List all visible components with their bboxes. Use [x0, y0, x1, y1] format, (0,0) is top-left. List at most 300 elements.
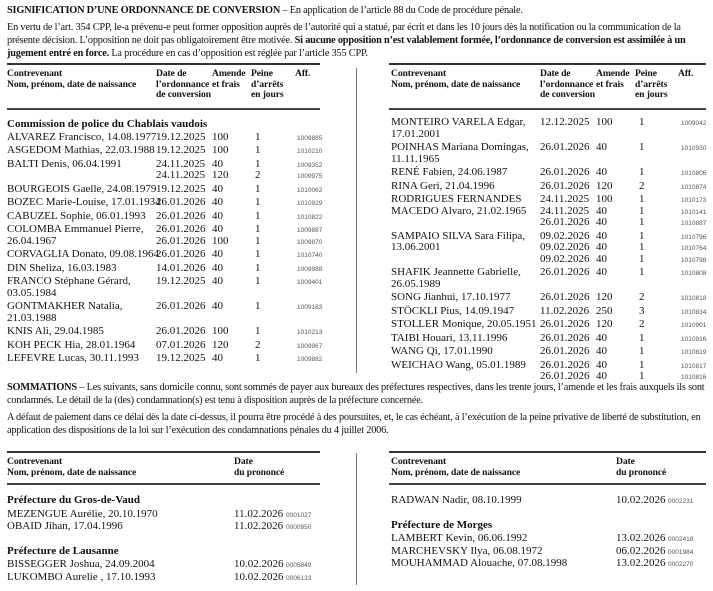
fine-amount: 100 — [596, 193, 613, 205]
column-divider — [356, 68, 357, 373]
header-text: Contrevenant — [7, 68, 63, 79]
header-contrevenant — [391, 457, 520, 478]
sommations-title: SOMMATIONS — [7, 382, 77, 393]
case-number: 1010819 — [681, 349, 707, 356]
table-header — [389, 63, 706, 110]
offender-name: MACEDO Alvaro, 21.02.1965 — [391, 204, 527, 217]
table-body — [7, 118, 323, 365]
fine-amount: 40 — [212, 261, 223, 274]
offender-name: 17.01.2001 — [391, 127, 441, 140]
offender-name: 03.05.1984 — [7, 286, 57, 299]
table-row — [389, 194, 706, 229]
conversion-table-right — [389, 63, 706, 385]
case-number: 0000950 — [286, 524, 312, 531]
table-row — [389, 532, 706, 545]
header-date — [234, 457, 284, 478]
detention-days: 1 — [639, 193, 645, 205]
table-body — [389, 117, 706, 383]
detention-days: 1 — [639, 241, 645, 253]
detention-days: 1 — [255, 234, 261, 247]
fine-amount: 40 — [596, 241, 607, 253]
detention-days: 1 — [639, 370, 645, 382]
offender-name: SAMPAIO SILVA Sara Filipa, — [391, 229, 526, 242]
order-date: 26.01.2026 — [156, 325, 206, 337]
offender-name: SHAFIK Jeannette Gabrielle, — [391, 266, 521, 278]
header-text: et frais — [212, 78, 240, 90]
offender-name: BOURGEOIS Gaelle, 24.08.1979 — [7, 182, 157, 195]
offender-name: DIN Sheliza, 16.03.1983 — [7, 261, 117, 274]
case-number: 1010798 — [681, 256, 707, 264]
offender-name: MARCHEVSKY Ilya, 06.08.1972 — [391, 544, 543, 557]
intro-title-suffix: – En application de l’article 88 du Code de procédure pénale. — [280, 5, 523, 16]
row-line — [389, 181, 706, 193]
row-line — [389, 292, 706, 304]
order-date: 26.01.2026 — [540, 141, 590, 153]
offender-name: LEFEVRE Lucas, 30.11.1993 — [7, 352, 139, 364]
fine-amount: 40 — [212, 275, 223, 287]
fine-amount: 100 — [212, 234, 229, 247]
sommations-notice — [7, 381, 707, 441]
header-text: Date — [616, 456, 635, 467]
case-number: 1009975 — [297, 173, 323, 180]
row-line — [389, 333, 706, 345]
case-number: 1010901 — [681, 322, 707, 329]
case-number: 1010929 — [297, 200, 323, 207]
order-date: 26.01.2026 — [156, 300, 206, 312]
detention-days: 1 — [255, 157, 261, 170]
detention-days: 1 — [639, 345, 645, 357]
detention-days: 1 — [639, 252, 645, 265]
case-number: 1009967 — [297, 342, 323, 350]
row-line — [389, 217, 706, 229]
table-row — [389, 292, 706, 304]
header-amount — [212, 69, 246, 90]
detention-days: 1 — [639, 116, 645, 128]
case-number: 0002231 — [668, 498, 694, 505]
row-line — [7, 182, 323, 196]
offender-name: BALTI Denis, 06.04.1991 — [7, 157, 122, 170]
case-number: 1010062 — [297, 186, 323, 194]
fine-amount: 120 — [596, 179, 613, 192]
intro-text-bold: Si aucune opposition n’est valablement formée, l’ordonnance de conversion est assimilée à un jugement entré en force. — [7, 35, 686, 59]
fine-amount: 40 — [596, 166, 607, 178]
sommations-paragraph-2: A défaut de paiement dans ce délai dès la date ci-dessus, il pourra être procédé à des poursuites, et, le cas échéant, à l’exécution de la peine privative de liberté de substitution, en application des dispositions de la loi sur l’exécution des condamnations pénales du 4 juillet 2006. — [7, 412, 701, 436]
fine-amount: 40 — [596, 266, 607, 278]
fine-amount: 120 — [596, 291, 613, 303]
order-date: 26.01.2026 — [540, 166, 590, 178]
order-date: 26.01.2026 — [156, 223, 206, 235]
offender-name: CORVAGLIA Donato, 09.08.1964 — [7, 248, 160, 260]
detention-days: 1 — [639, 266, 645, 278]
offender-name: STOLLER Monique, 20.05.1951 — [391, 318, 537, 330]
table-row — [7, 261, 323, 275]
fine-amount: 120 — [212, 169, 229, 181]
offender-name: COLOMBA Emmanuel Pierre, — [7, 223, 144, 235]
row-line — [7, 196, 323, 209]
offender-name: BOZEC Marie-Louise, 17.01.1934 — [7, 196, 161, 208]
fine-amount: 40 — [212, 248, 223, 260]
case-number: 1010887 — [681, 220, 707, 227]
offender-name: 21.03.1988 — [7, 311, 57, 324]
table-header — [7, 451, 320, 485]
fine-amount: 40 — [596, 216, 607, 228]
case-number: 0002270 — [668, 561, 694, 568]
detention-days: 1 — [639, 216, 645, 228]
case-number: 1009042 — [681, 120, 707, 127]
offender-name: FRANCO Stéphane Gérard, — [7, 275, 131, 287]
case-number: 1010916 — [681, 335, 707, 343]
table-row — [389, 306, 706, 318]
case-number: 1009401 — [297, 279, 323, 286]
pronounced-date: 10.02.2026 — [616, 494, 666, 506]
offender-name: BISSEGGER Joshua, 24.09.2004 — [7, 558, 155, 570]
offender-name: 11.11.1965 — [391, 152, 440, 165]
detention-days: 2 — [639, 318, 645, 330]
fine-amount: 100 — [212, 144, 229, 156]
header-date — [540, 69, 595, 101]
table-header — [7, 63, 320, 110]
header-text: Date de — [156, 68, 187, 79]
intro-paragraph — [7, 21, 707, 60]
detention-days: 1 — [255, 223, 261, 235]
header-aff: Aff. — [678, 68, 694, 79]
fine-amount: 100 — [212, 130, 229, 143]
header-text: l’ordonnance — [156, 78, 210, 90]
table-row — [7, 558, 320, 571]
header-contrevenant — [7, 457, 136, 478]
sommations-text-1: – Les suivants, sans domicile connu, sont sommés de payer aux bureaux des préfectures respectives, dans les trente jours, l’amende et les frais auxquels ils sont condamnés. Le détail de la (des) condamnation(s) est tenu à disposition auprès de la préfecture concernée. — [7, 382, 705, 406]
row-line — [7, 169, 323, 182]
order-date: 26.01.2026 — [540, 318, 590, 330]
offender-name: LAMBERT Kevin, 06.06.1992 — [391, 532, 528, 544]
conversion-notice-intro — [7, 4, 707, 64]
row-line — [7, 288, 320, 300]
case-number: 1010874 — [681, 183, 707, 191]
offender-name: RADWAN Nadir, 08.10.1999 — [391, 494, 522, 506]
detention-days: 1 — [639, 358, 645, 371]
header-text: Date de — [540, 68, 571, 79]
table-row — [389, 231, 706, 266]
group-title: Préfecture de Morges — [391, 518, 493, 531]
order-date: 26.01.2026 — [540, 179, 590, 192]
case-number: 1010764 — [681, 245, 707, 252]
order-date: 26.01.2026 — [540, 370, 590, 382]
offender-name: LUKOMBO Aurelie , 17.10.1993 — [7, 570, 156, 583]
detention-days: 1 — [255, 182, 261, 195]
case-number: 1010213 — [297, 329, 323, 336]
fine-amount: 250 — [596, 304, 613, 317]
detention-days: 1 — [639, 204, 645, 217]
detention-days: 1 — [255, 196, 261, 208]
case-number: 1010141 — [681, 208, 707, 216]
table-row — [7, 352, 323, 365]
case-number: 1010817 — [681, 362, 707, 370]
case-number: 0001984 — [668, 548, 694, 556]
order-date: 09.02.2026 — [540, 229, 590, 242]
fine-amount: 40 — [212, 157, 223, 170]
pronounced-date: 13.02.2026 — [616, 557, 666, 569]
detention-days: 1 — [255, 130, 261, 143]
order-date: 26.01.2026 — [540, 266, 590, 278]
fine-amount: 40 — [212, 352, 223, 364]
table-row — [7, 520, 320, 533]
case-number: 1010816 — [681, 374, 707, 381]
order-date: 24.11.2025 — [156, 169, 206, 181]
case-number: 1010740 — [297, 252, 323, 259]
header-text: de conversion — [156, 89, 211, 100]
offender-name: 26.05.1989 — [391, 277, 441, 290]
table-row — [7, 571, 320, 584]
row-line — [7, 130, 323, 144]
fine-amount: 40 — [596, 252, 607, 265]
detention-days: 2 — [255, 169, 261, 181]
order-date: 09.02.2026 — [540, 252, 590, 265]
fine-amount: 40 — [596, 358, 607, 371]
header-text: d’arrêts — [635, 78, 668, 90]
offender-name: WANG Qi, 17.01.1990 — [391, 345, 493, 357]
case-number: 0005849 — [286, 562, 312, 569]
case-number: 1009885 — [297, 134, 323, 142]
row-line — [389, 154, 706, 166]
header-amount — [596, 69, 630, 90]
table-body — [7, 494, 320, 583]
row-line — [389, 117, 706, 129]
row-line — [7, 223, 323, 236]
table-row — [389, 557, 706, 570]
header-text: de conversion — [540, 89, 595, 100]
fine-amount: 40 — [596, 345, 607, 357]
fine-amount: 40 — [596, 204, 607, 217]
table-row — [389, 333, 706, 345]
table-row — [7, 130, 323, 144]
order-date: 19.12.2025 — [156, 144, 206, 156]
offender-name: RENÉ Fabien, 24.06.1987 — [391, 166, 508, 178]
row-line — [389, 267, 706, 279]
offender-name: WEICHAO Wang, 05.01.1989 — [391, 358, 526, 371]
detention-days: 3 — [639, 304, 645, 317]
intro-text-1: En vertu de l’art. 354 CPP, le-a prévenu-e peut former opposition auprès de l’autorité qui a statué, par écrit et dans les 10 jours dès la notification ou la communication de la présente décision. L’opposition ne doit pas obligatoirement être motivée. — [7, 22, 681, 46]
table-row — [7, 508, 320, 521]
fine-amount: 100 — [212, 325, 229, 337]
header-text: Contrevenant — [7, 456, 63, 467]
header-text: Peine — [251, 68, 273, 79]
fine-amount: 40 — [596, 331, 607, 344]
order-date: 19.12.2025 — [156, 275, 206, 287]
case-number: 1009887 — [297, 227, 323, 234]
case-number: 1010173 — [681, 197, 707, 204]
header-contrevenant — [7, 69, 136, 90]
case-number: 1010210 — [297, 148, 323, 155]
order-date: 26.01.2026 — [156, 234, 206, 247]
order-date: 26.01.2026 — [540, 358, 590, 371]
row-line — [389, 306, 706, 318]
header-text: en jours — [251, 89, 284, 100]
table-row — [7, 209, 323, 223]
fine-amount: 100 — [596, 116, 613, 128]
row-line — [7, 313, 320, 325]
table-header — [389, 451, 706, 485]
offender-name: POINHAS Mariana Domingas, — [391, 141, 529, 153]
row-line — [7, 325, 323, 338]
row-line — [389, 254, 706, 266]
detention-days: 1 — [639, 331, 645, 344]
case-number: 1010818 — [681, 295, 707, 302]
order-date: 24.11.2025 — [540, 193, 590, 205]
order-date: 24.11.2025 — [156, 157, 206, 170]
row-line — [7, 261, 323, 275]
group-title: Préfecture de Lausanne — [7, 544, 119, 557]
header-text: l’ordonnance — [540, 78, 594, 90]
offender-name: 13.06.2001 — [391, 241, 441, 253]
table-row — [389, 319, 706, 331]
order-date: 07.01.2026 — [156, 338, 206, 351]
fine-amount: 40 — [596, 229, 607, 242]
fine-amount: 40 — [596, 370, 607, 382]
header-text: Peine — [635, 68, 657, 79]
detention-days: 1 — [255, 144, 261, 156]
order-date: 12.12.2025 — [540, 116, 590, 128]
table-row — [7, 248, 323, 261]
header-text: et frais — [596, 78, 624, 90]
group-title: Préfecture du Gros-de-Vaud — [7, 494, 141, 506]
row-line — [389, 167, 706, 179]
row-line — [7, 352, 323, 365]
row-line — [389, 129, 706, 141]
offender-name: KNIS Ali, 29.04.1985 — [7, 325, 104, 337]
row-line — [389, 279, 706, 291]
detention-days: 1 — [255, 275, 261, 287]
pronounced-date: 06.02.2026 — [616, 544, 666, 557]
order-date: 14.01.2026 — [156, 261, 206, 274]
row-line — [7, 338, 323, 352]
row-line — [7, 275, 323, 288]
header-text: du prononcé — [616, 466, 667, 478]
table-row — [389, 494, 706, 507]
sommations-paragraph-1 — [7, 381, 707, 407]
row-line — [7, 248, 323, 261]
table-row — [389, 142, 706, 165]
header-text: en jours — [635, 89, 668, 100]
spacer — [389, 485, 706, 494]
detention-days: 1 — [639, 166, 645, 178]
order-date: 26.01.2026 — [156, 196, 206, 208]
header-text: du prononcé — [234, 466, 285, 478]
pronounced-date: 13.02.2026 — [616, 532, 666, 544]
case-number: 0001027 — [286, 511, 312, 519]
detention-days: 1 — [255, 352, 261, 364]
order-date: 26.01.2026 — [540, 291, 590, 303]
fine-amount: 120 — [596, 318, 613, 330]
header-date — [616, 457, 666, 478]
row-line — [7, 144, 323, 157]
case-number: 0006133 — [286, 574, 312, 582]
table-row — [389, 167, 706, 179]
order-date: 19.12.2025 — [156, 130, 206, 143]
table-body — [389, 485, 706, 570]
offender-name: MEZENGUE Aurélie, 20.10.1970 — [7, 507, 158, 520]
fine-amount: 40 — [212, 182, 223, 195]
offender-name: MOUHAMMAD Alouache, 07.08.1998 — [391, 557, 568, 569]
row-line — [389, 142, 706, 154]
detention-days: 1 — [255, 261, 261, 274]
row-line — [389, 346, 706, 358]
order-date: 24.11.2025 — [540, 204, 590, 217]
order-date: 26.01.2026 — [540, 345, 590, 357]
offender-name: ASGEDOM Mathias, 22.03.1988 — [7, 144, 155, 156]
case-number: 1009988 — [297, 265, 323, 273]
table-row — [7, 338, 323, 352]
offender-name: SONG Jianhui, 17.10.1977 — [391, 291, 511, 303]
row-line — [389, 319, 706, 331]
table-row — [7, 157, 323, 182]
conversion-table-left — [7, 63, 323, 367]
header-text: Nom, prénom, date de naissance — [7, 78, 137, 90]
sommations-table-left — [7, 451, 320, 583]
case-number: 1010834 — [681, 308, 707, 316]
header-text: Contrevenant — [391, 456, 447, 467]
order-date: 26.01.2026 — [156, 209, 206, 222]
header-text: Nom, prénom, date de naissance — [7, 466, 137, 478]
table-row — [7, 300, 323, 324]
offender-name: 26.04.1967 — [7, 234, 57, 247]
header-text: Nom, prénom, date de naissance — [391, 466, 521, 478]
detention-days: 2 — [639, 179, 645, 192]
intro-title-line — [7, 4, 707, 17]
offender-name: ALVAREZ Francisco, 14.08.1977 — [7, 130, 157, 143]
fine-amount: 40 — [212, 300, 223, 312]
header-text: Nom, prénom, date de naissance — [391, 78, 521, 90]
header-contrevenant — [391, 69, 520, 90]
detention-days: 1 — [255, 248, 261, 260]
row-line — [389, 194, 706, 206]
order-date: 26.01.2026 — [540, 331, 590, 344]
fine-amount: 40 — [212, 209, 223, 222]
case-number: 1009870 — [297, 238, 323, 246]
pronounced-date: 10.02.2026 — [234, 570, 284, 583]
row-line — [389, 242, 706, 254]
detention-days: 1 — [255, 300, 261, 312]
order-date: 09.02.2026 — [540, 241, 590, 253]
fine-amount: 40 — [212, 223, 223, 235]
detention-days: 1 — [255, 325, 261, 337]
table-row — [389, 545, 706, 558]
offender-name: CABUZEL Sophie, 06.01.1993 — [7, 209, 146, 222]
header-text: Amende — [212, 68, 246, 79]
fine-amount: 120 — [212, 338, 229, 351]
header-text: Amende — [596, 68, 630, 79]
sommations-table-right — [389, 451, 706, 570]
table-row — [389, 117, 706, 140]
offender-name: TAIBI Houari, 13.11.1996 — [391, 331, 508, 344]
header-text: Contrevenant — [391, 68, 447, 79]
header-aff: Aff. — [295, 68, 311, 79]
header-days — [635, 69, 668, 101]
offender-name: RINA Geri, 21.04.1996 — [391, 179, 495, 192]
fine-amount: 40 — [212, 196, 223, 208]
offender-name: STÖCKLI Pius, 14.09.1947 — [391, 304, 515, 317]
offender-name: RODRIGUES FERNANDES — [391, 193, 522, 205]
case-number: 1010808 — [681, 270, 707, 277]
order-date: 19.12.2025 — [156, 352, 206, 364]
table-row — [7, 275, 323, 299]
row-line — [7, 209, 323, 223]
order-date: 11.02.2026 — [540, 304, 590, 317]
intro-title: SIGNIFICATION D’UNE ORDONNANCE DE CONVERSION — [7, 5, 281, 16]
table-row — [389, 267, 706, 290]
header-text: Date — [234, 456, 253, 467]
table-row — [389, 360, 706, 383]
case-number: 1010796 — [681, 233, 707, 241]
